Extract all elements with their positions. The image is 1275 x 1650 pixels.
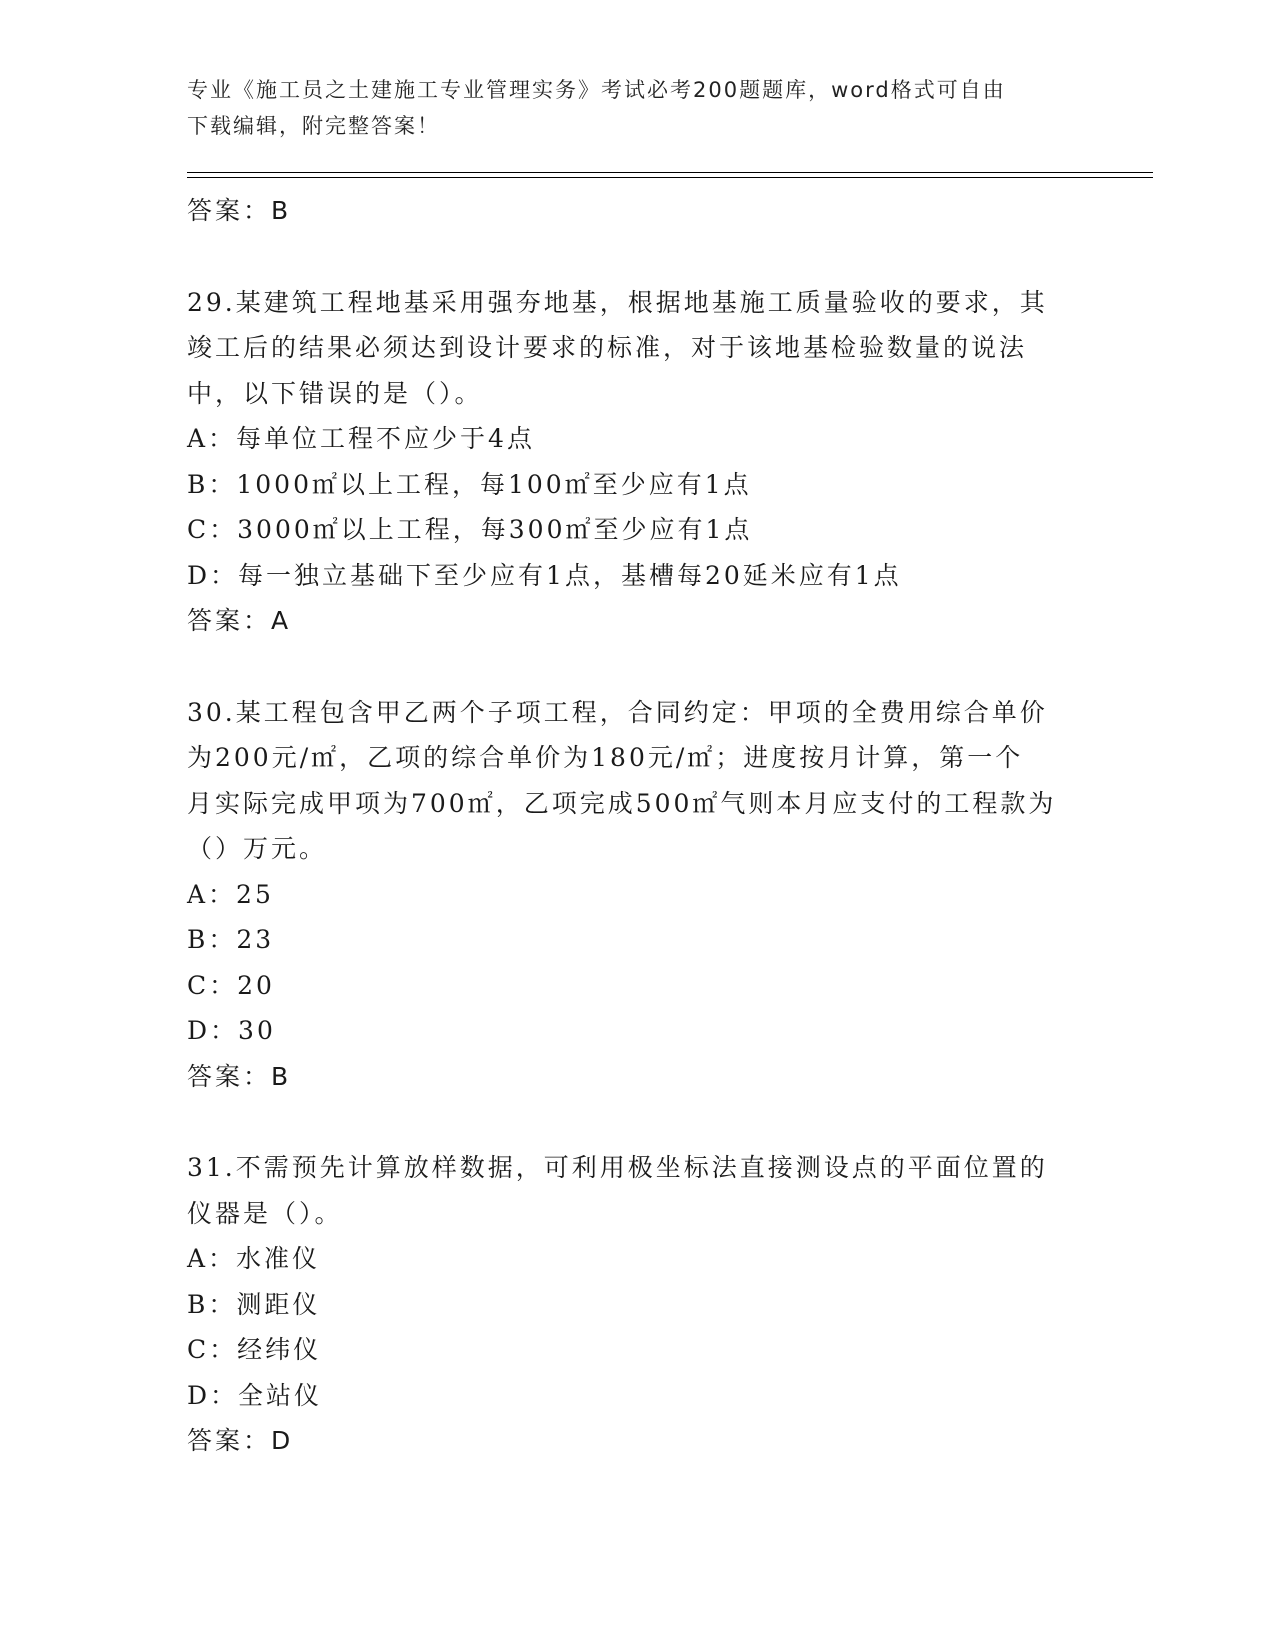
question-line: 中，以下错误的是（）。 — [187, 378, 483, 408]
question-line: 月实际完成甲项为700㎡，乙项完成500㎡气则本月应支付的工程款为 — [187, 788, 1057, 818]
option-a: A：每单位工程不应少于4点 — [187, 424, 535, 453]
question-line: 29.某建筑工程地基采用强夯地基，根据地基施工质量验收的要求，其 — [187, 287, 1048, 317]
option-c: C：经纬仪 — [187, 1335, 322, 1364]
question-block — [187, 280, 1087, 644]
answer: 答案：B — [187, 1061, 292, 1091]
question-line: 30.某工程包含甲乙两个子项工程，合同约定：甲项的全费用综合单价 — [187, 697, 1048, 727]
header-line-2: 下载编辑，附完整答案！ — [187, 114, 440, 138]
option-d: D：每一独立基础下至少应有1点，基槽每20延米应有1点 — [187, 560, 902, 590]
question-line: 31.不需预先计算放样数据，可利用极坐标法直接测设点的平面位置的 — [187, 1153, 1048, 1182]
document-body — [187, 188, 1087, 1464]
question-block — [187, 690, 1087, 1100]
question-line: 为200元/㎡，乙项的综合单价为180元/㎡；进度按月计算，第一个 — [187, 743, 1024, 772]
option-a: A：25 — [187, 879, 274, 909]
question-block — [187, 1145, 1087, 1464]
option-a: A：水准仪 — [187, 1244, 321, 1273]
header-rule-top — [187, 172, 1153, 173]
spacer — [187, 644, 1087, 690]
question-line: 仪器是（）。 — [187, 1198, 343, 1228]
spacer — [187, 234, 1087, 280]
question-line: 竣工后的结果必须达到设计要求的标准，对于该地基检验数量的说法 — [187, 333, 1028, 362]
option-b: B：测距仪 — [187, 1289, 321, 1319]
previous-answer: 答案：B — [187, 196, 292, 225]
option-b: B：23 — [187, 925, 275, 954]
option-c: C：3000㎡以上工程，每300㎡至少应有1点 — [187, 515, 753, 544]
question-line: （）万元。 — [187, 834, 328, 863]
answer: 答案：D — [187, 1426, 294, 1455]
answer: 答案：A — [187, 606, 292, 635]
option-c: C：20 — [187, 970, 275, 1000]
option-b: B：1000㎡以上工程，每100㎡至少应有1点 — [187, 469, 752, 499]
spacer — [187, 1099, 1087, 1145]
option-d: D：30 — [187, 1016, 276, 1045]
header-line-1: 专业《施工员之土建施工专业管理实务》考试必考200题题库，word格式可自由 — [187, 78, 1006, 102]
header-rule-bottom — [187, 177, 1153, 178]
document-header — [187, 72, 1087, 144]
option-d: D：全站仪 — [187, 1380, 323, 1410]
